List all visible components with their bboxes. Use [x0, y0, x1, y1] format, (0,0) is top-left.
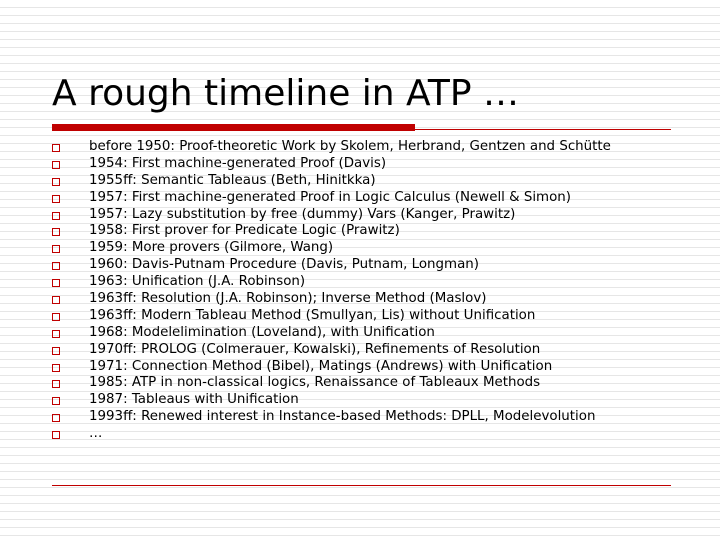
list-item: [52, 274, 692, 291]
list-item-text: 1954: First machine-generated Proof (Davis): [89, 155, 387, 171]
list-item-text: 1963ff: Resolution (J.A. Robinson); Inverse Method (Maslov): [89, 291, 487, 307]
hollow-square-bullet-icon: [52, 431, 60, 439]
hollow-square-bullet-icon: [52, 380, 60, 388]
list-item-text: 1987: Tableaus with Unification: [89, 392, 299, 408]
footer-rule: [52, 485, 671, 486]
list-item: [52, 139, 692, 156]
hollow-square-bullet-icon: [52, 245, 60, 253]
list-item: [52, 325, 692, 342]
list-item: [52, 359, 692, 376]
list-item: [52, 207, 692, 224]
hollow-square-bullet-icon: [52, 262, 60, 270]
hollow-square-bullet-icon: [52, 347, 60, 355]
list-item: [52, 173, 692, 190]
list-item-text: 1957: Lazy substitution by free (dummy) Vars (Kanger, Prawitz): [89, 206, 516, 222]
list-item-text: 1957: First machine-generated Proof in Logic Calculus (Newell & Simon): [89, 189, 572, 205]
list-item-text: 1968: Modelelimination (Loveland), with Unification: [89, 324, 435, 340]
list-item: [52, 409, 692, 426]
hollow-square-bullet-icon: [52, 414, 60, 422]
hollow-square-bullet-icon: [52, 330, 60, 338]
hollow-square-bullet-icon: [52, 313, 60, 321]
list-item: [52, 223, 692, 240]
list-item: [52, 240, 692, 257]
list-item: [52, 426, 692, 443]
list-item: [52, 342, 692, 359]
title-underline-rule: [415, 129, 671, 130]
timeline-list: [52, 139, 692, 443]
list-item-text: 1971: Connection Method (Bibel), Matings (Andrews) with Unification: [89, 358, 553, 374]
list-item: [52, 156, 692, 173]
hollow-square-bullet-icon: [52, 364, 60, 372]
list-item: [52, 375, 692, 392]
list-item-text: …: [89, 426, 103, 442]
list-item: [52, 291, 692, 308]
list-item-text: 1958: First prover for Predicate Logic (Prawitz): [89, 223, 400, 239]
hollow-square-bullet-icon: [52, 195, 60, 203]
list-item-text: 1959: More provers (Gilmore, Wang): [89, 240, 334, 256]
list-item-text: 1963: Unification (J.A. Robinson): [89, 274, 306, 290]
slide-title: A rough timeline in ATP …: [52, 73, 520, 114]
hollow-square-bullet-icon: [52, 397, 60, 405]
list-item-text: 1985: ATP in non-classical logics, Renaissance of Tableaux Methods: [89, 375, 541, 391]
list-item-text: 1993ff: Renewed interest in Instance-based Methods: DPLL, Modelevolution: [89, 409, 596, 425]
list-item-text: 1963ff: Modern Tableau Method (Smullyan, Lis) without Unification: [89, 307, 536, 323]
list-item: [52, 308, 692, 325]
list-item: [52, 190, 692, 207]
hollow-square-bullet-icon: [52, 212, 60, 220]
list-item-text: 1960: Davis-Putnam Procedure (Davis, Putnam, Longman): [89, 257, 479, 273]
hollow-square-bullet-icon: [52, 161, 60, 169]
list-item-text: before 1950: Proof-theoretic Work by Skolem, Herbrand, Gentzen and Schütte: [89, 139, 611, 154]
list-item-text: 1955ff: Semantic Tableaus (Beth, Hinitkka): [89, 172, 376, 188]
hollow-square-bullet-icon: [52, 296, 60, 304]
hollow-square-bullet-icon: [52, 144, 60, 152]
list-item-text: 1970ff: PROLOG (Colmerauer, Kowalski), Refinements of Resolution: [89, 341, 541, 357]
list-item: [52, 392, 692, 409]
hollow-square-bullet-icon: [52, 228, 60, 236]
hollow-square-bullet-icon: [52, 178, 60, 186]
hollow-square-bullet-icon: [52, 279, 60, 287]
list-item: [52, 257, 692, 274]
title-underline-accent: [52, 124, 415, 131]
